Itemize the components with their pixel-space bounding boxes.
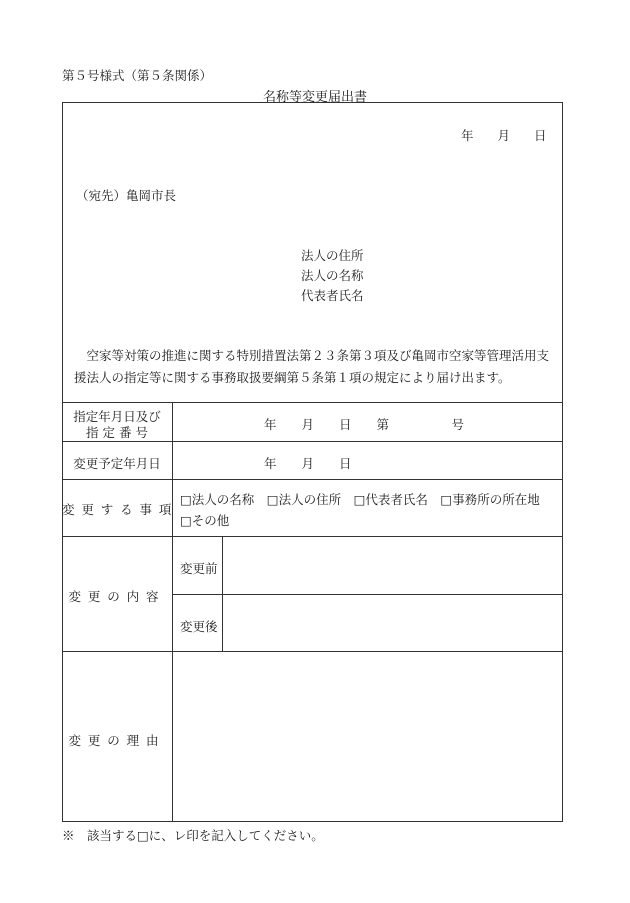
- form-number: 第５号様式（第５条関係）: [62, 68, 213, 83]
- representative-name-label: 代表者氏名: [301, 288, 364, 303]
- designation-label-line1: 指定年月日及び: [73, 409, 161, 424]
- row-divider: [62, 536, 563, 537]
- scheduled-change-date-field[interactable]: 年 月 日: [264, 456, 352, 471]
- change-reason-label: 変更の理由: [68, 733, 166, 748]
- change-items-options-line2[interactable]: □その他: [180, 513, 230, 528]
- table-top-rule: [62, 402, 563, 403]
- content-subrow-divider: [172, 594, 563, 595]
- label-column-divider: [172, 402, 173, 822]
- change-items-label: 変更する事項: [62, 502, 179, 517]
- document-title: 名称等変更届出書: [262, 90, 367, 105]
- addressee: （宛先）亀岡市長: [76, 188, 177, 203]
- submission-date: 年 月 日: [461, 128, 547, 143]
- before-change-label: 変更前: [180, 561, 218, 576]
- footer-note: ※ 該当する□に、レ印を記入してください。: [62, 828, 324, 843]
- change-items-options-line1[interactable]: □法人の名称 □法人の住所 □代表者氏名 □事務所の所在地: [180, 492, 540, 507]
- declaration-text: 空家等対策の推進に関する特別措置法第２３条第３項及び亀岡市空家等管理活用支援法人の指定等に関する事務取扱要綱第５条第１項の規定により届け出ます。: [74, 348, 550, 385]
- row-divider: [62, 651, 563, 652]
- designation-date-number-field[interactable]: 年 月 日 第 号: [264, 417, 465, 432]
- applicant-name-label: 法人の名称: [301, 268, 364, 283]
- applicant-address-label: 法人の住所: [301, 248, 364, 263]
- designation-label-line2: 指 定 番 号: [86, 425, 148, 440]
- change-content-label: 変更の内容: [68, 589, 166, 604]
- content-subcolumn-divider: [222, 536, 223, 651]
- row-divider: [62, 479, 563, 480]
- row-divider: [62, 441, 563, 442]
- scheduled-change-date-label: 変更予定年月日: [73, 456, 161, 471]
- after-change-label: 変更後: [180, 619, 218, 634]
